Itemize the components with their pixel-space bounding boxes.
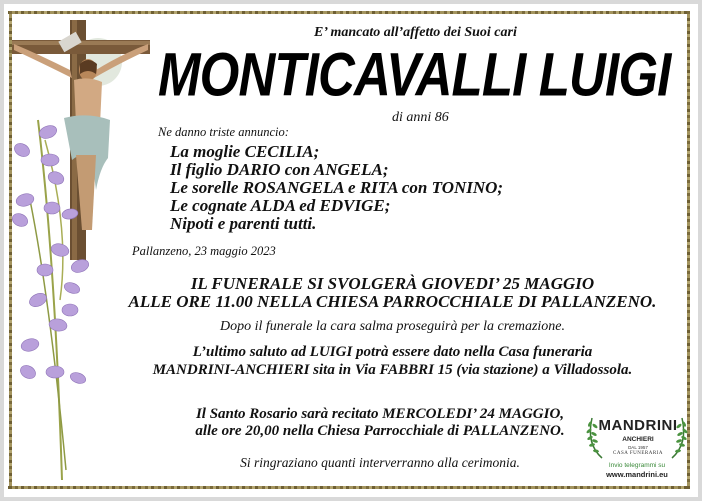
family-member: La moglie CECILIA; <box>170 142 320 161</box>
farewell-line: MANDRINI-ANCHIERI sita in Via FABBRI 15 (via stazione) a Villadossola. <box>152 362 633 378</box>
intro-line: E’ mancato all’affetto dei Suoi cari <box>314 25 517 40</box>
logo-brand: MANDRINI <box>598 417 678 434</box>
announce-label: Ne danno triste annuncio: <box>158 125 289 139</box>
place-date: Pallanzeno, 23 maggio 2023 <box>132 244 276 258</box>
deceased-name: MONTICAVALLI LUIGI <box>158 41 671 110</box>
logo-type: CASA FUNERARIA <box>613 451 663 456</box>
farewell-line: L’ultimo saluto ad LUIGI potrà essere dato nella Casa funeraria <box>192 344 593 360</box>
rosary-announcement <box>185 406 575 440</box>
rosary-line: Il Santo Rosario sarà recitato MERCOLEDI’ 24 MAGGIO, <box>195 406 565 422</box>
last-farewell <box>125 343 660 379</box>
logo-subtitle: ANCHIERI <box>622 436 654 443</box>
family-list <box>170 143 503 233</box>
funeral-line: ALLE ORE 11.00 NELLA CHIESA PARROCCHIALE DI PALLANZENO. <box>128 292 657 311</box>
family-member: Le sorelle ROSANGELA e RITA con TONINO; <box>170 178 504 197</box>
age-line: di anni 86 <box>392 110 449 125</box>
funeral-line: IL FUNERALE SI SVOLGERÀ GIOVEDI’ 25 MAGGIO <box>190 274 595 293</box>
funeral-announcement <box>125 275 660 311</box>
family-member: Le cognate ALDA ed EDVIGE; <box>170 196 391 215</box>
cremation-note: Dopo il funerale la cara salma proseguirà per la cremazione. <box>219 319 566 334</box>
telegram-label: Invio telegrammi su <box>608 462 666 469</box>
logo-since: DAL 1957 <box>628 445 648 450</box>
website-link[interactable]: www.mandrini.eu <box>606 470 668 479</box>
rosary-line: alle ore 20,00 nella Chiesa Parrocchiale di PALLANZENO. <box>195 423 565 439</box>
funeral-home-logo <box>584 412 690 484</box>
family-member: Il figlio DARIO con ANGELA; <box>170 160 389 179</box>
thanks-line: Si ringraziano quanti interverranno alla cerimonia. <box>240 455 520 470</box>
family-member: Nipoti e parenti tutti. <box>170 214 317 233</box>
